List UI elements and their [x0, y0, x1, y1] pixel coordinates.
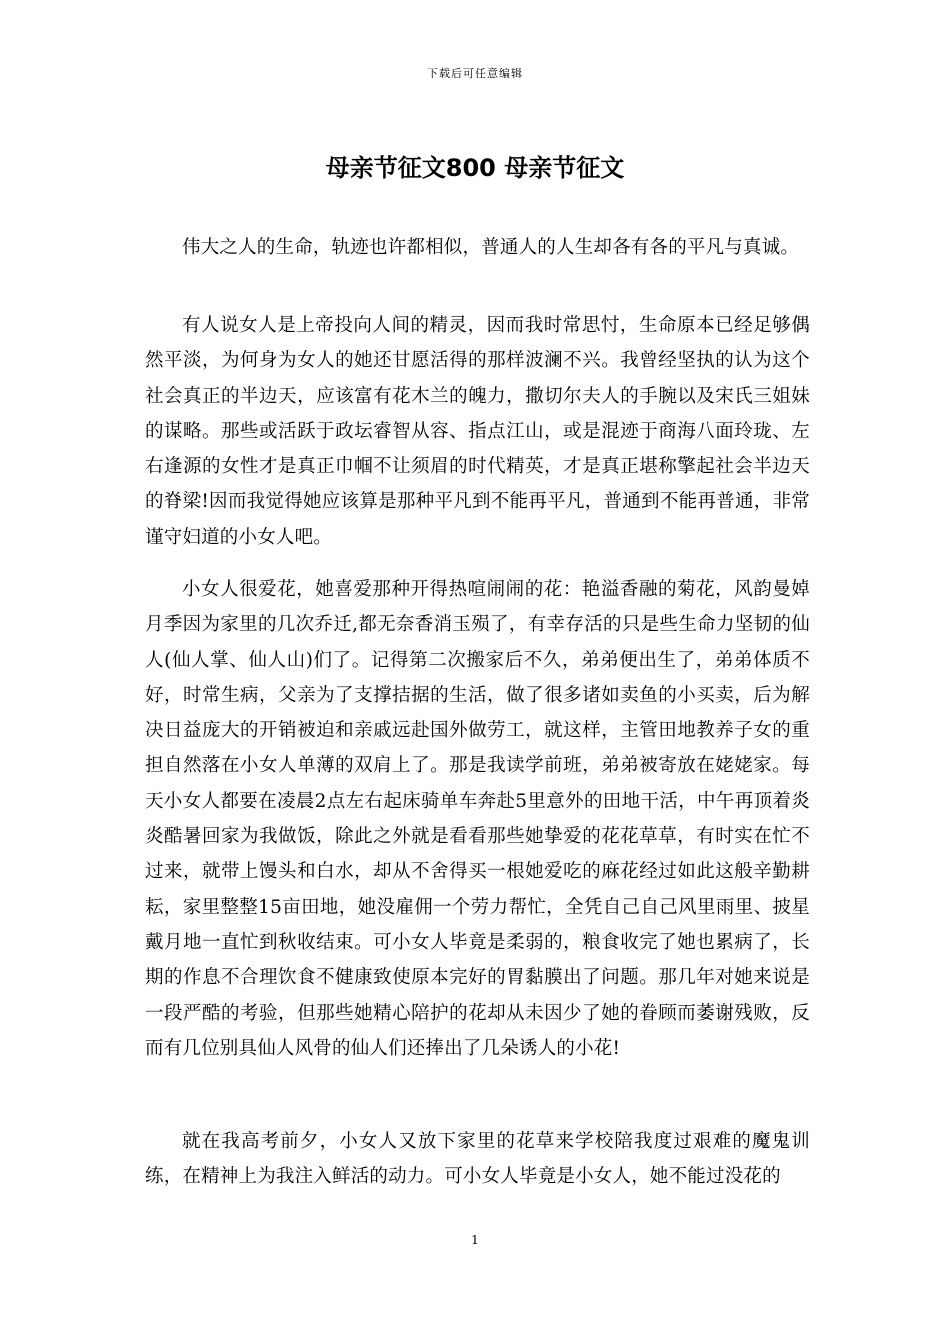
paragraph-women-view: 有人说女人是上帝投向人间的精灵，因而我时常思忖，生命原本已经足够偶然平淡，为何身为女人的她还甘愿活得的那样波澜不兴。我曾经坚执的认为这个社会真正的半边天，应该富有花木兰的魄力，撒切尔夫人的手腕以及宋氏三姐妹的谋略。那些或活跃于政坛睿智从容、指点江山，或是混迹于商海八面玲珑、左右逢源的女性才是真正巾帼不让须眉的时代精英，才是真正堪称擎起社会半边天的脊梁!因而我觉得她应该算是那种平凡到不能再平凡，普通到不能再普通，非常谨守妇道的小女人吧。: [145, 315, 810, 548]
paragraph-flowers-and-hardship: 小女人很爱花，她喜爱那种开得热喧闹闹的花：艳溢香融的菊花，风韵曼婥月季因为家里的几次乔迁,都无奈香消玉殒了，有幸存活的只是些生命力坚韧的仙人(仙人掌、仙人山)们了。记得第二次搬家后不久，弟弟便出生了，弟弟体质不好，时常生病，父亲为了支撑拮据的生活，做了很多诸如卖鱼的小买卖，后为解决日益庞大的开销被迫和亲戚远赴国外做劳工，就这样，主管田地教养子女的重担自然落在小女人单薄的双肩上了。那是我读学前班，弟弟被寄放在姥姥家。每天小女人都要在凌晨2点左右起床骑单车奔赴5里意外的田地干活，中午再顶着炎炎酷暑回家为我做饭，除此之外就是看看那些她挚爱的花花草草，有时实在忙不过来，就带上馒头和白水，却从不舍得买一根她爱吃的麻花经过如此这般辛勤耕耘，家里整整15亩田地，她没雇佣一个劳力帮忙，全凭自己自己风里雨里、披星戴月地一直忙到秋收结束。可小女人毕竟是柔弱的，粮食收完了她也累病了，长期的作息不合理饮食不健康致使原本完好的胃黏膜出了问题。那几年对她来说是一段严酷的考验，但那些她精心陪护的花却从未因少了她的眷顾而萎谢残败，反而有几位别具仙人风骨的仙人们还捧出了几朵诱人的小花!: [145, 579, 810, 1059]
document-title: 母亲节征文800 母亲节征文: [325, 154, 625, 182]
paragraph-exam-support: 就在我高考前夕，小女人又放下家里的花草来学校陪我度过艰难的魔鬼训练，在精神上为我注入鲜活的动力。可小女人毕竟是小女人，她不能过没花的: [145, 1131, 810, 1188]
header-note: 下载后可任意编辑: [427, 67, 523, 80]
page-number: 1: [471, 1233, 479, 1247]
paragraph-intro: 伟大之人的生命，轨迹也许都相似，普通人的人生却各有各的平凡与真诚。: [182, 237, 800, 258]
